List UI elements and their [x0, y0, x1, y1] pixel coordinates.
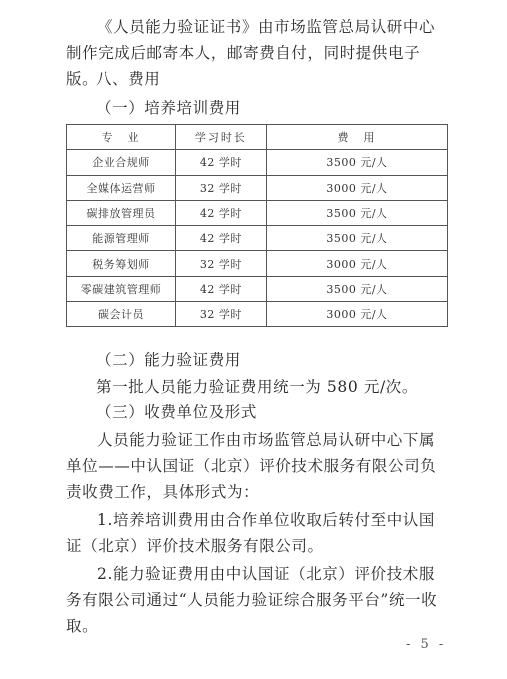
- cell-hours: 42 学时: [175, 226, 266, 251]
- collection-item-1: 1.培养培训费用由合作单位收取后转付至中认国证（北京）评价技术服务有限公司。: [66, 511, 435, 555]
- table-row: [67, 175, 448, 200]
- cell-specialty: 能源管理师: [67, 226, 176, 251]
- header-study-hours: 学习时长: [175, 125, 266, 150]
- subheading-collection: （三）收费单位及形式: [96, 403, 258, 421]
- cell-fee: 3500 元/人: [266, 200, 447, 225]
- cell-fee: 3000 元/人: [266, 251, 447, 276]
- cell-fee: 3000 元/人: [266, 302, 447, 327]
- cell-fee: 3500 元/人: [266, 226, 447, 251]
- certificate-paragraph: 《人员能力验证证书》由市场监管总局认研中心制作完成后邮寄本人，邮寄费自付，同时提供电子版。: [66, 18, 436, 88]
- table-row: [67, 150, 448, 175]
- cell-fee: 3500 元/人: [266, 150, 447, 175]
- cell-specialty: 碳排放管理员: [67, 200, 176, 225]
- table-row: [67, 276, 448, 301]
- fee-table: [66, 124, 448, 327]
- header-specialty: 专 业: [67, 125, 176, 150]
- collection-paragraph: 人员能力验证工作由市场监管总局认研中心下属单位——中认国证（北京）评价技术服务有限公司负责收费工作，具体形式为：: [66, 431, 437, 501]
- cell-specialty: 税务筹划师: [67, 251, 176, 276]
- cell-specialty: 全媒体运营师: [67, 175, 176, 200]
- cell-fee: 3000 元/人: [266, 175, 447, 200]
- cell-hours: 32 学时: [175, 251, 266, 276]
- table-row: [67, 251, 448, 276]
- cell-hours: 42 学时: [175, 200, 266, 225]
- table-row: [67, 200, 448, 225]
- cell-specialty: 企业合规师: [67, 150, 176, 175]
- cell-hours: 42 学时: [175, 276, 266, 301]
- cell-specialty: 碳会计员: [67, 302, 176, 327]
- cell-hours: 42 学时: [175, 150, 266, 175]
- table-row: [67, 302, 448, 327]
- subheading-proficiency-fees: （二）能力验证费用: [96, 351, 241, 369]
- subheading-training-fees: （一）培养培训费用: [96, 99, 241, 117]
- table-header-row: [67, 125, 448, 150]
- table-row: [67, 226, 448, 251]
- cell-hours: 32 学时: [175, 302, 266, 327]
- cell-hours: 32 学时: [175, 175, 266, 200]
- section-heading-fees: 八、费用: [96, 70, 161, 88]
- page-number: - 5 -: [406, 637, 447, 652]
- cell-specialty: 零碳建筑管理师: [67, 276, 176, 301]
- header-fee: 费 用: [266, 125, 447, 150]
- batch-fee-paragraph: 第一批人员能力验证费用统一为 580 元/次。: [96, 378, 418, 396]
- cell-fee: 3500 元/人: [266, 276, 447, 301]
- collection-item-2: 2.能力验证费用由中认国证（北京）评价技术服务有限公司通过“人员能力验证综合服务平台”统一收取。: [66, 565, 438, 635]
